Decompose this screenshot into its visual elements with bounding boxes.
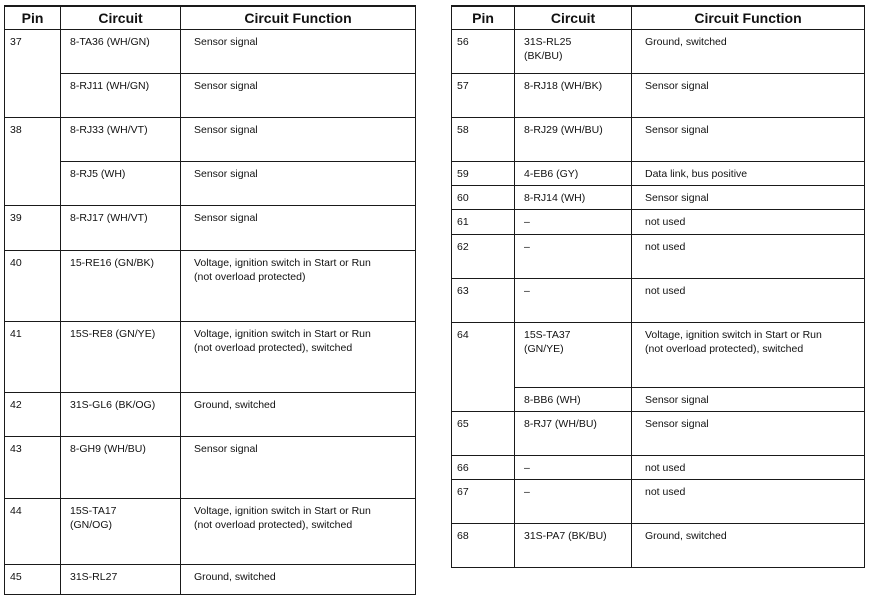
table-row (5, 437, 416, 499)
header-function: Circuit Function (181, 6, 416, 30)
function-cell: Sensor signal (632, 74, 865, 118)
table-row (452, 480, 865, 524)
pin-table-left (4, 5, 416, 595)
function-cell: not used (632, 210, 865, 235)
pin-cell: 58 (452, 118, 515, 162)
header-pin: Pin (452, 6, 515, 30)
function-cell: Sensor signal (181, 162, 416, 206)
circuit-cell: 8-RJ7 (WH/BU) (515, 412, 632, 456)
pin-cell: 60 (452, 186, 515, 210)
pin-cell: 41 (5, 322, 61, 393)
circuit-cell: 15-RE16 (GN/BK) (61, 251, 181, 322)
circuit-cell: 8-TA36 (WH/GN) (61, 30, 181, 74)
pin-cell: 68 (452, 524, 515, 568)
function-cell: Sensor signal (181, 437, 416, 499)
circuit-cell: 31S-RL27 (61, 565, 181, 595)
function-cell: not used (632, 456, 865, 480)
function-cell: Voltage, ignition switch in Start or Run (not overload protected), switched (181, 499, 416, 565)
pin-cell: 37 (5, 30, 61, 118)
circuit-cell: 8-RJ5 (WH) (61, 162, 181, 206)
pin-cell: 65 (452, 412, 515, 456)
pin-cell: 45 (5, 565, 61, 595)
circuit-cell: 8-RJ33 (WH/VT) (61, 118, 181, 162)
function-cell: Ground, switched (181, 565, 416, 595)
pin-table-right (451, 5, 865, 568)
function-cell: not used (632, 480, 865, 524)
pin-cell: 66 (452, 456, 515, 480)
circuit-cell: 31S-RL25 (BK/BU) (515, 30, 632, 74)
circuit-cell: 4-EB6 (GY) (515, 162, 632, 186)
circuit-cell: 8-RJ14 (WH) (515, 186, 632, 210)
circuit-cell: 15S-TA37 (GN/YE) (515, 323, 632, 388)
table-row (452, 456, 865, 480)
table-row (452, 118, 865, 162)
header-pin: Pin (5, 6, 61, 30)
function-cell: Sensor signal (181, 30, 416, 74)
function-cell: not used (632, 235, 865, 279)
table-row (452, 235, 865, 279)
function-cell: Sensor signal (181, 74, 416, 118)
function-cell: Sensor signal (181, 206, 416, 251)
table-row (452, 412, 865, 456)
table-row (452, 210, 865, 235)
pin-cell: 44 (5, 499, 61, 565)
table-row (5, 565, 416, 595)
circuit-cell: 8-GH9 (WH/BU) (61, 437, 181, 499)
pin-cell: 63 (452, 279, 515, 323)
pin-cell: 42 (5, 393, 61, 437)
pin-cell: 57 (452, 74, 515, 118)
circuit-cell: 8-RJ11 (WH/GN) (61, 74, 181, 118)
header-row (452, 6, 865, 30)
header-row (5, 6, 416, 30)
table-row (452, 279, 865, 323)
pin-cell: 67 (452, 480, 515, 524)
pin-cell: 39 (5, 206, 61, 251)
header-function: Circuit Function (632, 6, 865, 30)
circuit-cell: 31S-PA7 (BK/BU) (515, 524, 632, 568)
table-row (5, 499, 416, 565)
circuit-cell: 8-RJ29 (WH/BU) (515, 118, 632, 162)
circuit-cell: 8-RJ18 (WH/BK) (515, 74, 632, 118)
function-cell: Ground, switched (632, 30, 865, 74)
table-row (5, 322, 416, 393)
function-cell: Sensor signal (181, 118, 416, 162)
function-cell: Sensor signal (632, 412, 865, 456)
circuit-cell: – (515, 480, 632, 524)
table-row (452, 74, 865, 118)
function-cell: Voltage, ignition switch in Start or Run (not overload protected), switched (181, 322, 416, 393)
circuit-cell: 15S-TA17 (GN/OG) (61, 499, 181, 565)
header-circuit: Circuit (61, 6, 181, 30)
pin-cell: 38 (5, 118, 61, 206)
table-row (5, 251, 416, 322)
table-row (452, 186, 865, 210)
function-cell: Voltage, ignition switch in Start or Run (not overload protected), switched (632, 323, 865, 388)
pin-cell: 43 (5, 437, 61, 499)
circuit-cell: – (515, 456, 632, 480)
circuit-cell: – (515, 235, 632, 279)
pin-cell: 56 (452, 30, 515, 74)
table-row (452, 524, 865, 568)
circuit-cell: 31S-GL6 (BK/OG) (61, 393, 181, 437)
pin-cell: 59 (452, 162, 515, 186)
table-row (5, 74, 416, 118)
function-cell: Sensor signal (632, 388, 865, 412)
pin-cell: 64 (452, 323, 515, 412)
table-row (5, 393, 416, 437)
circuit-cell: 8-RJ17 (WH/VT) (61, 206, 181, 251)
table-row (5, 206, 416, 251)
function-cell: Sensor signal (632, 118, 865, 162)
table-row (5, 30, 416, 74)
function-cell: Voltage, ignition switch in Start or Run (not overload protected) (181, 251, 416, 322)
circuit-cell: 15S-RE8 (GN/YE) (61, 322, 181, 393)
function-cell: not used (632, 279, 865, 323)
pin-cell: 62 (452, 235, 515, 279)
function-cell: Ground, switched (632, 524, 865, 568)
function-cell: Ground, switched (181, 393, 416, 437)
circuit-cell: – (515, 210, 632, 235)
pin-cell: 61 (452, 210, 515, 235)
function-cell: Data link, bus positive (632, 162, 865, 186)
pin-cell: 40 (5, 251, 61, 322)
table-row (5, 162, 416, 206)
function-cell: Sensor signal (632, 186, 865, 210)
circuit-cell: 8-BB6 (WH) (515, 388, 632, 412)
circuit-cell: – (515, 279, 632, 323)
table-row (452, 162, 865, 186)
header-circuit: Circuit (515, 6, 632, 30)
table-row (452, 30, 865, 74)
table-row (5, 118, 416, 162)
table-row (452, 323, 865, 388)
